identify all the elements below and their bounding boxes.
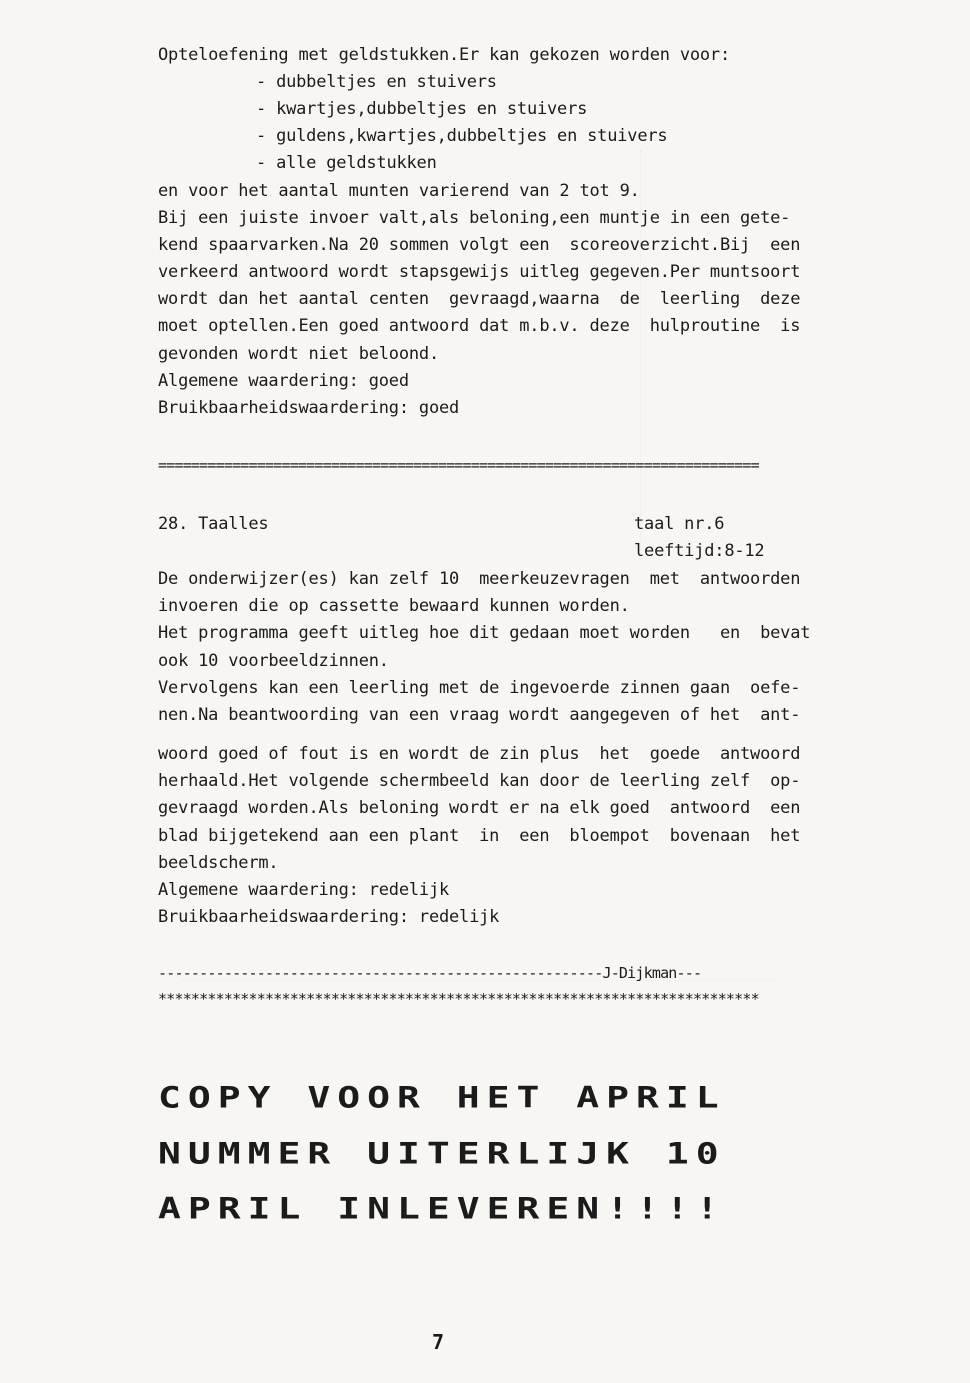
list-item: - alle geldstukken bbox=[256, 153, 437, 173]
notice-line-3: APRIL INLEVEREN!!!! bbox=[158, 1191, 726, 1226]
section-title: 28. Taalles bbox=[158, 514, 269, 534]
text-line: herhaald.Het volgende schermbeeld kan door de leerling zelf op- bbox=[158, 771, 801, 791]
text-line: en voor het aantal munten varierend van 2 tot 9. bbox=[158, 181, 640, 201]
text-line: Opteloefening met geldstukken.Er kan gekozen worden voor: bbox=[158, 45, 730, 65]
text-line: Vervolgens kan een leerling met de ingevoerde zinnen gaan oefe- bbox=[158, 678, 801, 698]
list-item: - kwartjes,dubbeltjes en stuivers bbox=[256, 99, 588, 119]
double-line-separator: ========================================================================= bbox=[158, 456, 759, 474]
text-line: kend spaarvarken.Na 20 sommen volgt een scoreoverzicht.Bij een bbox=[158, 235, 801, 255]
text-line: Bij een juiste invoer valt,als beloning,een muntje in een gete- bbox=[158, 208, 791, 228]
author-signature-line: ------------------------------------------------------J-Dijkman--- bbox=[158, 964, 702, 982]
notice-line-1: COPY VOOR HET APRIL bbox=[158, 1080, 726, 1115]
star-separator: ************************************************************************* bbox=[158, 990, 759, 1008]
text-line: beeldscherm. bbox=[158, 853, 279, 873]
rating-general: Algemene waardering: goed bbox=[158, 371, 409, 391]
rating-general: Algemene waardering: redelijk bbox=[158, 880, 450, 900]
page-number: 7 bbox=[432, 1330, 445, 1354]
age-range: leeftijd:8-12 bbox=[634, 541, 765, 561]
text-line: woord goed of fout is en wordt de zin plus het goede antwoord bbox=[158, 744, 801, 764]
language-number: taal nr.6 bbox=[634, 514, 725, 534]
list-item: - dubbeltjes en stuivers bbox=[256, 72, 497, 92]
rating-usability: Bruikbaarheidswaardering: goed bbox=[158, 398, 460, 418]
text-line: moet optellen.Een goed antwoord dat m.b.v. deze hulproutine is bbox=[158, 316, 801, 336]
text-line: nen.Na beantwoording van een vraag wordt aangegeven of het ant- bbox=[158, 705, 801, 725]
text-line: De onderwijzer(es) kan zelf 10 meerkeuzevragen met antwoorden bbox=[158, 569, 801, 589]
text-line: gevraagd worden.Als beloning wordt er na elk goed antwoord een bbox=[158, 798, 801, 818]
text-line: Het programma geeft uitleg hoe dit gedaan moet worden en bevat bbox=[158, 623, 811, 643]
text-line: blad bijgetekend aan een plant in een bloempot bovenaan het bbox=[158, 826, 801, 846]
list-item: - guldens,kwartjes,dubbeltjes en stuivers bbox=[256, 126, 668, 146]
text-line: ook 10 voorbeeldzinnen. bbox=[158, 651, 389, 671]
notice-line-2: NUMMER UITERLIJK 10 bbox=[158, 1136, 726, 1171]
rating-usability: Bruikbaarheidswaardering: redelijk bbox=[158, 907, 500, 927]
text-line: gevonden wordt niet beloond. bbox=[158, 344, 439, 364]
text-line: wordt dan het aantal centen gevraagd,waarna de leerling deze bbox=[158, 289, 801, 309]
text-line: invoeren die op cassette bewaard kunnen worden. bbox=[158, 596, 630, 616]
text-line: verkeerd antwoord wordt stapsgewijs uitleg gegeven.Per muntsoort bbox=[158, 262, 801, 282]
